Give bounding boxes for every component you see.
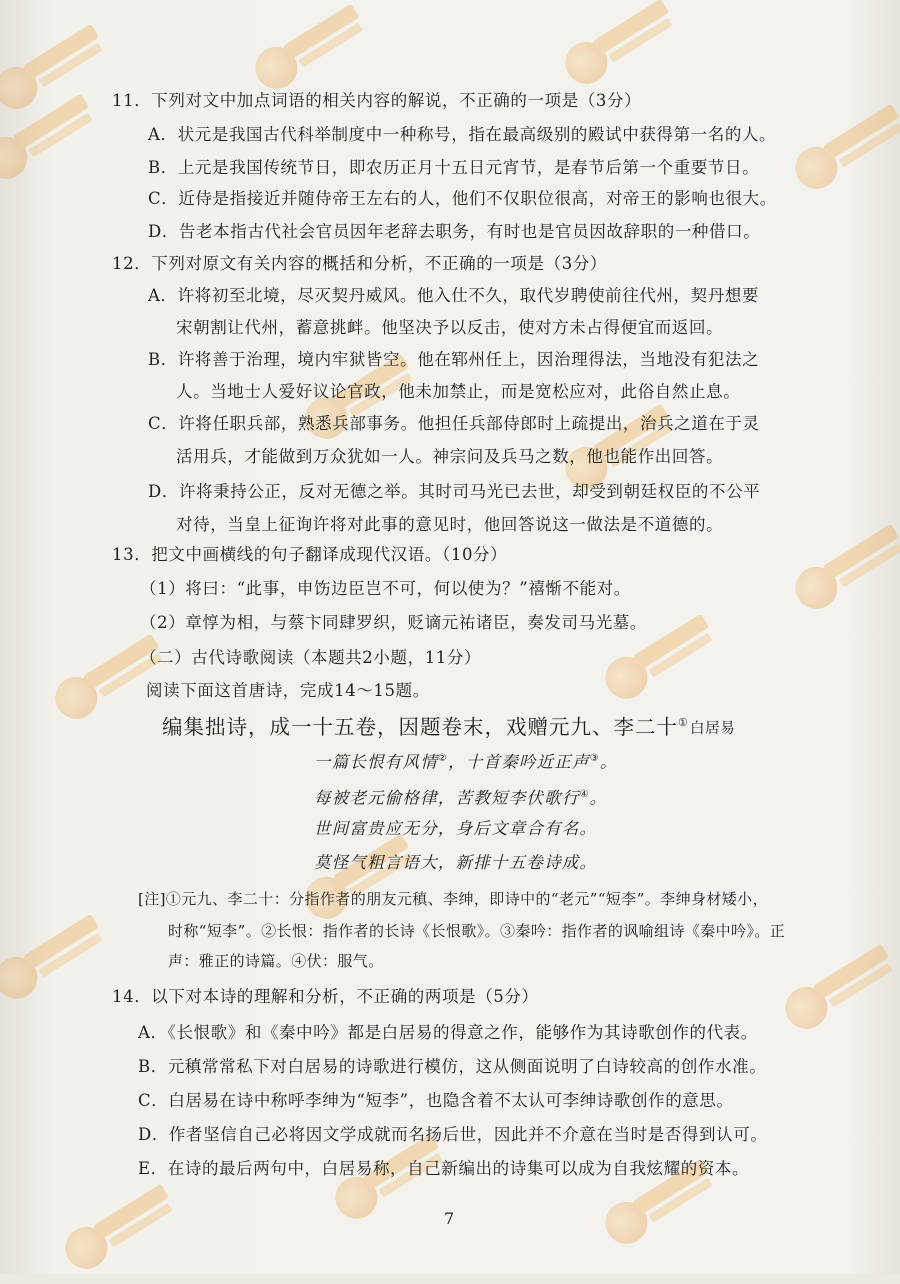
- poem-footnote-3: ③: [589, 753, 600, 764]
- poem-note-line-1: [注]①元九、李二十：分指作者的朋友元稹、李绅，即诗中的“老元”“短李”。李绅身材矮小，: [138, 890, 768, 908]
- watermark-logo: [44, 622, 175, 733]
- watermark-logo: [0, 902, 116, 1013]
- watermark-logo: [0, 12, 116, 123]
- q11-option-a: A．状元是我国古代科举制度中一种称号，指在最高级别的殿试中获得第一名的人。: [148, 125, 777, 144]
- q14-option-a: A．《长恨歌》和《秦中吟》都是白居易的得意之作，能够作为其诗歌创作的代表。: [138, 1023, 758, 1042]
- poem-line-1: [314, 748, 618, 774]
- q12-option-a-line1: A．许将初至北境，尽灭契丹威风。他入仕不久，取代岁聘使前往代州，契丹想要: [148, 286, 760, 305]
- q11-option-d: D．告老本指古代社会官员因年老辞去职务，有时也是官员因故辞职的一种借口。: [148, 222, 761, 241]
- q13-sentence-2: （2）章惇为相，与蔡卞同肆罗织，贬谪元祐诸臣，奏发司马光墓。: [140, 613, 647, 632]
- poem-footnote-4: ④: [579, 789, 590, 800]
- watermark-logo: [54, 1172, 185, 1283]
- q12-option-d-line2: 对待，当皇上征询许将对此事的意见时，他回答说这一做法是不道德的。: [176, 515, 724, 534]
- q14-option-c: C．白居易在诗中称呼李绅为“短李”，也隐含着不太认可李绅诗歌创作的意思。: [138, 1091, 734, 1110]
- q12-stem: 12．下列对原文有关内容的概括和分析，不正确的一项是（3分）: [112, 254, 607, 273]
- q14-option-b: B．元稹常常私下对白居易的诗歌进行模仿，这从侧面说明了白诗较高的创作水准。: [138, 1057, 767, 1076]
- q11-stem: 11．下列对文中加点词语的相关内容的解说，不正确的一项是（3分）: [112, 91, 642, 110]
- poem-title-footnote: ①: [678, 716, 689, 729]
- poem-line-1-part1: 一篇长恨有风情: [314, 752, 438, 772]
- poem-line-3: 世间富贵应无分，身后文章合有名。: [314, 819, 598, 838]
- poem-line-4: 莫怪气粗言语大，新排十五卷诗成。: [314, 853, 598, 872]
- page-number: 7: [444, 1209, 455, 1228]
- q12-option-c-line2: 活用兵，才能做到万众犹如一人。神宗问及兵马之数，他也能作出回答。: [176, 447, 724, 466]
- watermark-logo: [554, 0, 685, 99]
- poem-author: 白居易: [690, 721, 736, 737]
- poem-note-line-3: 声：雅正的诗篇。④伏：服气。: [168, 952, 384, 970]
- poem-line-2: [314, 784, 607, 810]
- q12-option-b-line2: 人。当地士人爱好议论官政，他未加禁止，而是宽松应对，此俗自然止息。: [176, 382, 741, 401]
- poem-line-1-part2: ，十首秦吟近正声: [448, 752, 590, 772]
- watermark-logo: [0, 82, 106, 193]
- q12-option-c-line1: C．许将任职兵部，熟悉兵部事务。他担任兵部侍郎时上疏提出，治兵之道在于灵: [148, 414, 760, 433]
- section-heading: （二）古代诗歌阅读（本题共2小题，11分）: [140, 648, 482, 667]
- poem-line-2-text: 每被老元偷格律，苦教短李伏歌行: [314, 788, 580, 808]
- q11-option-c: C．近侍是指接近并随侍帝王左右的人，他们不仅职位很高，对帝王的影响也很大。: [148, 189, 777, 208]
- poem-line-2-end: 。: [589, 788, 608, 808]
- q12-option-d-line1: D．许将秉持公正，反对无德之举。其时司马光已去世，却受到朝廷权臣的不公平: [148, 482, 761, 501]
- poem-title-text: 编集拙诗，成一十五卷，因题卷末，戏赠元九、李二十: [162, 714, 678, 739]
- q13-stem: 13．把文中画横线的句子翻译成现代汉语。（10分）: [112, 545, 508, 564]
- q14-stem: 14．以下对本诗的理解和分析，不正确的两项是（5分）: [112, 987, 539, 1006]
- q14-option-d: D．作者坚信自己必将因文学成就而名扬后世，因此并不介意在当时是否得到认可。: [138, 1125, 768, 1144]
- watermark-logo: [784, 92, 900, 203]
- poem-footnote-2: ②: [437, 753, 449, 764]
- q14-option-e: E．在诗的最后两句中，白居易称，自己新编出的诗集可以成为自我炫耀的资本。: [138, 1159, 750, 1178]
- q12-option-a-line2: 宋朝割让代州，蓄意挑衅。他坚决予以反击，使对方未占得便宜而返回。: [176, 318, 724, 337]
- watermark-logo: [784, 512, 900, 623]
- poem-line-1-end: 。: [599, 752, 618, 772]
- section-intro: 阅读下面这首唐诗，完成14～15题。: [146, 681, 430, 700]
- q11-option-b: B．上元是我国传统节日，即农历正月十五日元宵节，是春节后第一个重要节日。: [148, 158, 760, 177]
- watermark-logo: [774, 932, 900, 1043]
- poem-note-line-2: 时称“短李”。②长恨：指作者的长诗《长恨歌》。③秦吟：指作者的讽喻组诗《秦中吟》。正: [168, 922, 786, 940]
- poem-title: [162, 712, 689, 738]
- q12-option-b-line1: B．许将善于治理，境内牢狱皆空。他在郓州任上，因治理得法，当地没有犯法之: [148, 350, 760, 369]
- watermark-logo: [244, 0, 375, 104]
- q13-sentence-1: （1）将曰：“此事，申饬边臣岂不可，何以使为？”禧惭不能对。: [140, 579, 631, 598]
